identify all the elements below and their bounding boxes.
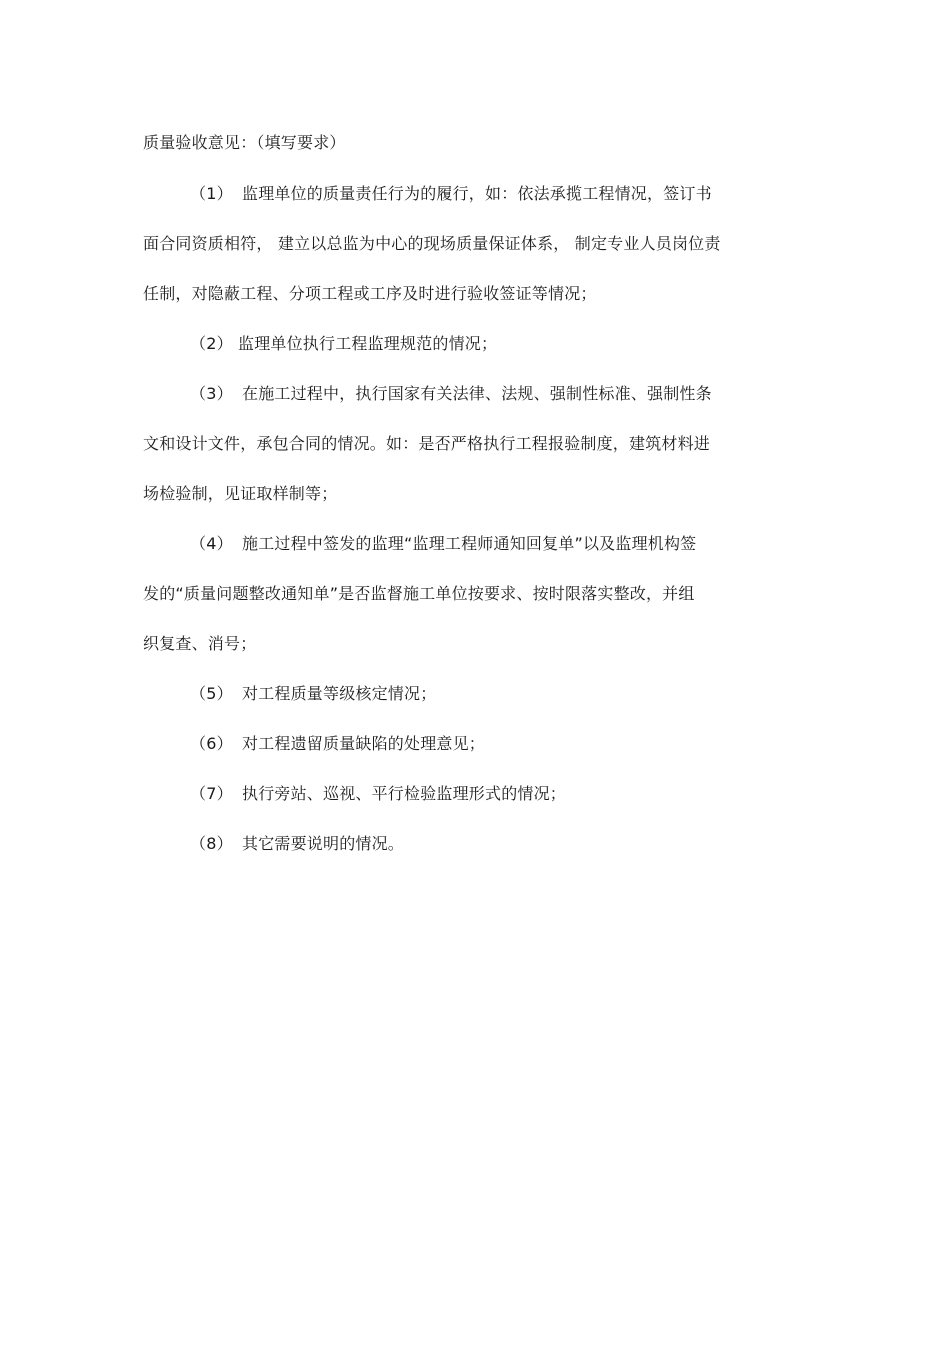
item-3-number: （3）: [190, 384, 233, 403]
item-3-text-line-1: 在施工过程中，执行国家有关法律、法规、强制性标准、强制性条: [242, 384, 712, 403]
item-6-number: （6）: [190, 734, 233, 753]
item-7-line: [190, 784, 566, 804]
item-1-first-line: [190, 184, 712, 204]
item-4-number: （4）: [190, 534, 233, 553]
item-4-text-line-1: 施工过程中签发的监理“监理工程师通知回复单”以及监理机构签: [242, 534, 697, 553]
item-7-number: （7）: [190, 784, 233, 803]
item-8-number: （8）: [190, 834, 233, 853]
item-5-line: [190, 684, 436, 704]
item-1-text-line-1: 监理单位的质量责任行为的履行，如：依法承揽工程情况，签订书: [242, 184, 712, 203]
heading: 质量验收意见：（填写要求）: [143, 133, 346, 152]
item-6-line: [190, 734, 485, 754]
item-4-first-line: [190, 534, 696, 554]
item-8-line: [190, 834, 404, 854]
item-6-text-line-1: 对工程遗留质量缺陷的处理意见；: [242, 734, 486, 753]
item-3-text-line-2: 文和设计文件，承包合同的情况。如：是否严格执行工程报验制度，建筑材料进: [143, 434, 711, 453]
item-1-text-line-3: 任制，对隐蔽工程、分项工程或工序及时进行验收签证等情况；: [143, 284, 597, 303]
item-4-text-line-2: 发的“质量问题整改通知单”是否监督施工单位按要求、按时限落实整改，并组: [143, 584, 695, 603]
item-2-first-line: [190, 334, 497, 354]
item-5-text-line-1: 对工程质量等级核定情况；: [242, 684, 437, 703]
item-4-text-line-3: 织复查、消号；: [143, 634, 257, 653]
item-2-number: （2）: [190, 334, 233, 353]
item-8-text-line-1: 其它需要说明的情况。: [242, 834, 405, 853]
item-3-first-line: [190, 384, 712, 404]
item-1-text-line-2: 面合同资质相符， 建立以总监为中心的现场质量保证体系， 制定专业人员岗位责: [143, 234, 721, 253]
item-3-text-line-3: 场检验制，见证取样制等；: [143, 484, 338, 503]
item-7-text-line-1: 执行旁站、巡视、平行检验监理形式的情况；: [242, 784, 567, 803]
item-5-number: （5）: [190, 684, 233, 703]
item-2-text-line-1: 监理单位执行工程监理规范的情况；: [238, 334, 498, 353]
item-1-number: （1）: [190, 184, 233, 203]
